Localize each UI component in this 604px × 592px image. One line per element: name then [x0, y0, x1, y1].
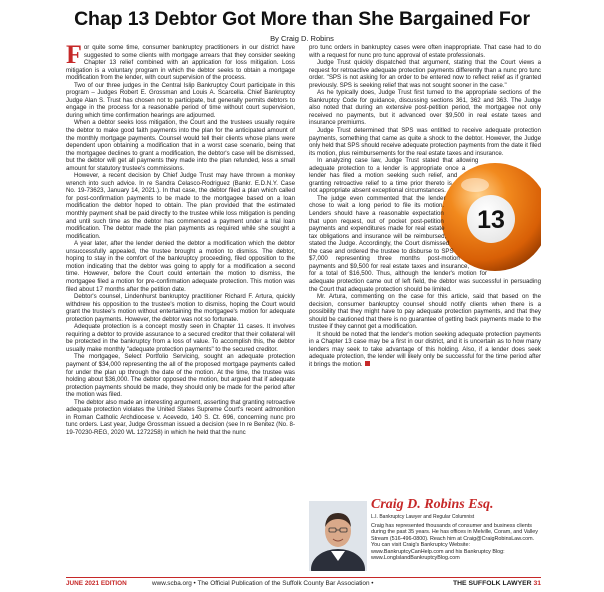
paragraph: Judge Trust determined that SPS was entitled to receive adequate protection payments, something that came as quite a shock to the debtor. However, the Judge only held that SPS should receive adequate protection payments from the date it filed its motion, plus reimbursements for the real estate taxes and insurance. — [309, 127, 541, 157]
paragraph: Debtor's counsel, Lindenhurst bankruptcy practitioner Richard F. Artura, quickly withdrew his opposition to the trustee's motion to dismiss, hoping the Court would grant the trustee's motion without entertaining the mortgagee's motion for adequate protection payments. However, the debtor was not so fortunate. — [66, 293, 295, 323]
page-footer — [66, 577, 541, 590]
paragraph: Two of our three judges in the Central Islip Bankruptcy Court participate in this program – Judges Robert E. Grossman and Louis A. Scarcella. Chief Bankruptcy Judge Alan S. Trust has chosen not to participate, but generally permits debtors to engage in the process for a reasonable period of time without court supervision, during which time confirmation hearings are adjourned. — [66, 81, 295, 119]
paragraph: When a debtor seeks loss mitigation, the Court and the trustees usually require the debtor to make good faith payments into the plan for the anticipated amount of the monthly mortgage payments. Counsel would tell their clients whose plans were dependent upon obtaining a modification that in a worst case scenario, being that the mortgagee declines to grant a modification, the debtor's case will be dismissed, but the debtor will get all payments they made into the plan refunded, less a small amount for statutory trustee's commissions. — [66, 119, 295, 172]
author-photo — [309, 501, 367, 571]
paragraph: Adequate protection is a concept mostly seen in Chapter 11 cases. It involves requiring a debtor to provide assurance to a secured creditor that their collateral will be protected in the bankruptcy from a loss of value. To accomplish this, the debtor usually make monthly "adequate protection payments" to the secured creditor. — [66, 323, 295, 353]
ball-number: 13 — [477, 206, 505, 235]
paragraph: pro tunc orders in bankruptcy cases were often inappropriate. That case had to do with a request for nunc pro tunc approval of estate professionals. — [309, 44, 541, 59]
publication-name: THE SUFFOLK LAWYER — [453, 580, 532, 587]
paragraph: Mr. Artura, commenting on the case for this article, said that based on the decision, consumer bankruptcy counsel should notify clients when there is a possibility that they might have to pay adequate protection payments, and that they should be cautioned that there is no guarantee of getting back payments made to the trustee if they cannot get a modification. — [309, 293, 541, 331]
author-bio: Craig has represented thousands of consumer and business clients during the past 35 years. He has offices in Melville, Coram, and Valley Stream (516-496-0800). Reach him at Craig@CraigRobinsLaw.com. You can visit Craig's Bankruptcy Website: www.BankruptcyCanHelp.com and his Bankruptcy Blog: www.LongIslandBankruptcyBlog.com — [371, 523, 538, 562]
paragraph: It should be noted that the lender's motion seeking adequate protection payments in a Chapter 13 case may be a first in our district, and it is uncertain as to how many lenders may seek to take advantage of this holding. Also, if a lender does seek adequate protection, the lender will likely only be successful for the time period after it brings the motion. — [309, 330, 541, 368]
paragraph: However, a recent decision by Chief Judge Trust may have thrown a monkey wrench into such advice. In re Sandra Celasco-Rodriguez (Bankr. E.D.N.Y. Case No. 19-73623, January 14, 2021.). In that case, the debtor filed a plan which called for post-confirmation payments to be made to the mortgagee based on a loan modification the debtor hoped to obtain. The plan provided that the estimated monthly payment shall be paid directly to the trustee while loss mitigation is pending and until such time as the debtor has commenced a payment under a trial loan modification. The debtor made the plan payments as required while she sought a modification. — [66, 172, 295, 240]
paragraph: A year later, after the lender denied the debtor a modification which the debtor unsuccessfully appealed, the trustee brought a motion to dismiss. The debtor, hoping to stay in the comfort of the bankruptcy proceeding, filed opposition to the motion indicating that the debtor was going to apply for a modification a second time. However, before the Court could entertain the motion to dismiss, the mortgagee filed a motion for pre-confirmation adequate protection. This motion was filed about 17 months after the petition date. — [66, 240, 295, 293]
author-name: Craig D. Robins Esq. — [371, 497, 494, 512]
footer-edition: JUNE 2021 EDITION — [66, 580, 127, 587]
footer-publication — [453, 578, 541, 589]
article-column-right — [309, 44, 541, 572]
paragraph: The judge even commented that the lender chose to wait a long period to file its motion. Lenders should have a reasonable expectation that upon request, out of pocket post-petition payments and expenditures made for real estate tax obligations and insurance will be reimbursed, stated the Judge. Accordingly, the Court dismissed the case and ordered the trustee to disburse to SPS $7,000 representing three months post-motion payments and $9,500 for real estate taxes and insurance, for a total of $16,500. Thus, although the lender's motion for adequate protection came out of left field, the debtor was successful in persuading the Court that adequate protection should be limited. — [309, 194, 541, 293]
paragraph: The mortgagee, Select Portfolio Servicing, sought an adequate protection payment of $34,000 representing the all of the proposed mortgage payments called for under the plan up through the date of the motion. At the time, the trustee was holding about $36,000. The debtor opposed the motion, but argued that if adequate protection payments should be made, they should only be made for the period after the motion was filed. — [66, 353, 295, 399]
drop-cap: F — [66, 44, 82, 69]
paragraph: In analyzing case law, Judge Trust stated that allowing adequate protection to a lender is appropriate once a lender has filed a motion seeking such relief, and granting retroactive relief to a time prior thereto is not appropriate absent exceptional circumstances. — [309, 157, 479, 195]
ball-highlight — [461, 178, 489, 192]
paragraph: For quite some time, consumer bankruptcy practitioners in our district have suggested to some clients with mortgage arrears that they consider seeking Chapter 13 relief combined with an application for loss mitigation. Loss mitigation is a voluntary program in which the debtor seeks to obtain a mortgage modification from the lender, with court supervision of the process. — [66, 44, 295, 82]
article-column-left — [66, 44, 295, 572]
author-box — [309, 497, 541, 573]
end-mark-icon — [365, 361, 370, 366]
paragraph: Judge Trust quickly dispatched that argument, stating that the Court views a request for retroactive adequate protection payments differently than a nunc pro tunc order. "SPS is not asking for an order to be entered now to reflect relief as if granted previously. SPS is seeking relief that was not sought sooner in the case." — [309, 59, 541, 89]
footer-site: www.scba.org • The Official Publication of the Suffolk County Bar Association • — [152, 580, 374, 587]
byline: By Craig D. Robins — [270, 34, 334, 43]
author-title: L.I. Bankruptcy Lawyer and Regular Columnist — [371, 514, 475, 520]
article-title: Chap 13 Debtor Got More than She Bargained For — [74, 8, 530, 30]
paragraph: As he typically does, Judge Trust first turned to the appropriate sections of the Bankruptcy Code for guidance, discussing sections 361, 362 and 363. The Judge also noted that during an extensive post-petition period, the mortgagee not only received no payments, but it advanced over $9,500 in real estate taxes and insurance premiums. — [309, 89, 541, 127]
page-number: 31 — [533, 580, 541, 587]
paragraph: The debtor also made an interesting argument, asserting that granting retroactive adequate protection violates the United States Supreme Court's recent admonition in Roman Catholic Archdiocese v. Acevedo, 140 S. Ct. 696, concerning nunc pro tunc orders. Last year, Judge Grossman issued a decision (see In re Benitez (No. 8-19-70230-REG, 2020 WL 1272258) in which he held that the nunc — [66, 398, 295, 436]
